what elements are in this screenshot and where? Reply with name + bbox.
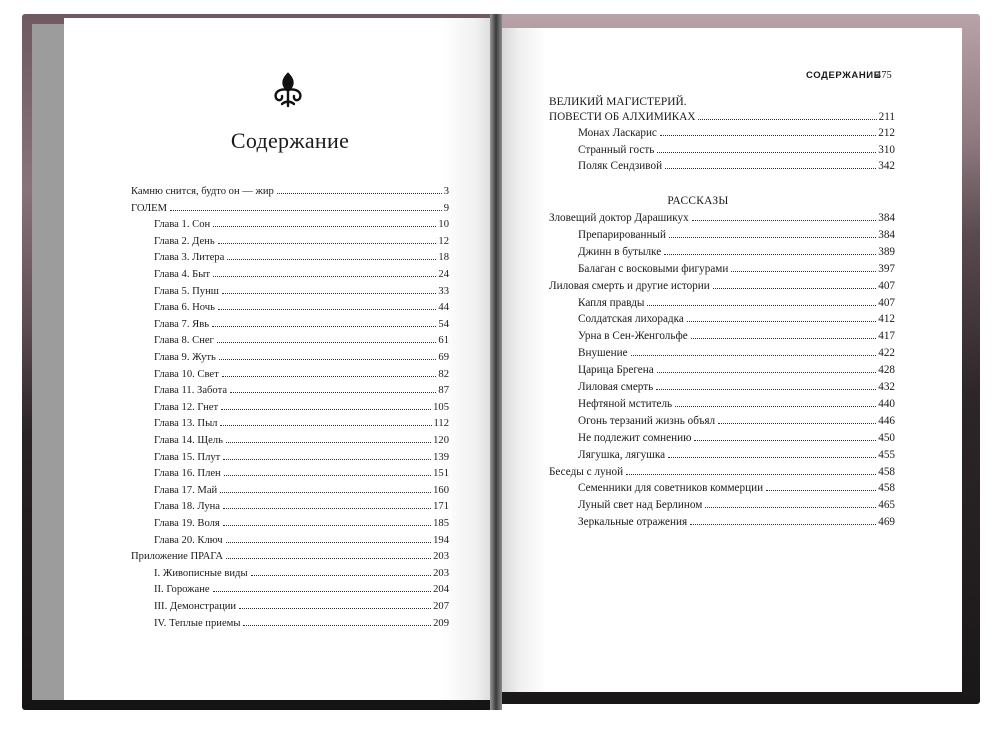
toc-entry (578, 363, 895, 378)
book-gutter (490, 14, 502, 710)
leader-dots (692, 220, 876, 221)
toc-entry-label: Беседы с луной (549, 465, 624, 478)
toc-entry-page: 384 (878, 228, 895, 241)
leader-dots (222, 293, 437, 294)
toc-entry-label: Глава 13. Пыл (154, 418, 218, 430)
toc-entry (154, 401, 449, 415)
toc-entry-label: Глава 3. Литера (154, 252, 225, 264)
toc-entry-label: IV. Теплые приемы (154, 617, 241, 629)
toc-entry (549, 465, 895, 480)
toc-entry-label: Зеркальные отражения (578, 516, 688, 529)
toc-entry-page: 407 (878, 296, 895, 309)
toc-entry-label: Огонь терзаний жизнь объял (578, 414, 716, 427)
leader-dots (665, 168, 876, 169)
toc-entry-page: 310 (878, 143, 895, 156)
toc-entry-label: Внушение (578, 347, 628, 360)
leader-dots (218, 309, 436, 310)
toc-entry-page: 209 (433, 617, 449, 629)
leader-dots (718, 423, 876, 424)
toc-entry-label: Препарированный (578, 228, 666, 241)
toc-entry-label: ПОВЕСТИ ОБ АЛХИМИКАХ (549, 111, 696, 123)
toc-entry (578, 312, 895, 327)
toc-entry-page: 417 (878, 330, 895, 343)
toc-entry-label: Лиловая смерть (578, 381, 654, 393)
toc-entry (549, 279, 895, 294)
leader-dots (668, 457, 876, 458)
toc-entry-label: Луный свет над Берлином (578, 499, 703, 512)
toc-entry-page: 185 (433, 518, 449, 529)
leader-dots (213, 276, 436, 277)
leader-dots (239, 608, 431, 609)
toc-entry-page: 455 (878, 448, 895, 461)
toc-entry (154, 534, 449, 548)
leader-dots (223, 459, 431, 460)
toc-entry-label: Глава 17. Май (154, 484, 218, 496)
section-heading: РАССКАЗЫ (667, 195, 729, 207)
toc-entry (154, 368, 449, 382)
toc-entry-page: 440 (878, 397, 895, 410)
toc-entry (154, 500, 449, 514)
toc-entry-label: Лиловая смерть и другие истории (549, 279, 710, 292)
toc-entry-label: Поляк Сендзивой (578, 160, 663, 173)
toc-entry-page: 33 (438, 285, 449, 297)
toc-entry (578, 397, 895, 412)
toc-entry (578, 498, 895, 513)
leader-dots (226, 442, 431, 443)
toc-entry-page: 69 (438, 352, 449, 363)
toc-entry-label: Глава 18. Луна (154, 501, 221, 513)
leader-dots (664, 254, 876, 255)
toc-entry-label: Монах Ласкарис (578, 127, 657, 139)
toc-entry-page: 432 (878, 381, 895, 393)
toc-entry (154, 251, 449, 265)
toc-entry (578, 126, 895, 141)
toc-entry-label: Глава 16. Плен (154, 468, 221, 480)
toc-entry-page: 465 (878, 499, 895, 512)
toc-entry (578, 159, 895, 174)
toc-entry (154, 583, 449, 597)
toc-entry-page: 397 (878, 262, 895, 275)
toc-entry-label: Приложение ПРАГА (131, 551, 223, 563)
toc-entry-page: 139 (433, 451, 449, 463)
toc-entry (578, 296, 895, 311)
leader-dots (669, 237, 876, 238)
leader-dots (731, 271, 876, 272)
toc-entry-heading: ВЕЛИКИЙ МАГИСТЕРИЙ. (549, 96, 687, 108)
toc-entry-label: Глава 12. Гнет (154, 401, 219, 413)
toc-entry-label: Семенники для советников коммерции (578, 482, 764, 495)
toc-entry (154, 417, 449, 431)
toc-entry-label: ГОЛЕМ (131, 202, 168, 214)
toc-entry (578, 448, 895, 463)
toc-entry-label: Глава 11. Забота (154, 385, 228, 397)
toc-entry (154, 517, 449, 531)
toc-entry-label: Капля правды (578, 296, 645, 309)
toc-entry-page: 203 (433, 551, 449, 563)
toc-entry-page: 171 (433, 501, 449, 513)
toc-entry-label: Глава 4. Быт (154, 269, 210, 280)
toc-entry-label: Глава 7. Явь (154, 318, 210, 330)
toc-entry-label: III. Демонстрации (154, 601, 237, 612)
toc-entry-label: Урна в Сен-Женгольфе (578, 330, 688, 343)
toc-entry-page: 18 (438, 252, 449, 264)
leader-dots (657, 372, 877, 373)
toc-entry (578, 262, 895, 277)
toc-entry (154, 451, 449, 465)
toc-entry-page: 112 (433, 418, 449, 430)
toc-entry-page: 105 (433, 401, 449, 413)
toc-entry-page: 389 (878, 245, 895, 258)
leader-dots (220, 425, 431, 426)
toc-entry (578, 431, 895, 446)
toc-entry-page: 212 (878, 127, 895, 139)
leader-dots (223, 525, 431, 526)
toc-entry (578, 143, 895, 158)
leader-dots (243, 625, 431, 626)
toc-entry-page: 446 (878, 414, 895, 427)
toc-entry-page: 428 (878, 364, 895, 377)
toc-entry-page: 61 (438, 335, 449, 347)
toc-entry (549, 110, 895, 125)
leader-dots (170, 210, 442, 211)
toc-entry-page: 87 (438, 385, 449, 397)
toc-entry (154, 285, 449, 299)
toc-entry (578, 228, 895, 243)
leader-dots (217, 342, 437, 343)
leader-dots (766, 490, 876, 491)
toc-entry (578, 329, 895, 344)
toc-entry-label: Глава 10. Свет (154, 368, 219, 380)
toc-entry-label: Глава 20. Ключ (154, 534, 223, 546)
toc-entry-page: 384 (878, 212, 895, 224)
toc-entry-page: 151 (433, 468, 449, 480)
leader-dots (226, 558, 431, 559)
toc-entry (578, 515, 895, 530)
toc-entry (154, 268, 449, 282)
toc-entry (154, 351, 449, 365)
toc-entry (154, 318, 449, 332)
toc-entry-page: 44 (438, 302, 449, 314)
page-number: 475 (876, 70, 892, 81)
toc-entry-label: Солдатская лихорадка (578, 313, 684, 326)
leader-dots (219, 359, 437, 360)
toc-entry-page: 82 (438, 368, 449, 380)
toc-entry (154, 218, 449, 232)
toc-entry (578, 346, 895, 361)
toc-entry (154, 484, 449, 498)
leader-dots (224, 475, 431, 476)
toc-entry-page: 194 (433, 534, 449, 546)
toc-entry-label: Глава 15. Плут (154, 451, 221, 463)
leader-dots (213, 591, 432, 592)
toc-entry-label: Зловещий доктор Дарашикух (549, 212, 689, 224)
toc-entry-page: 204 (433, 584, 449, 596)
toc-entry-label: Глава 8. Снег (154, 335, 214, 347)
toc-entry (549, 211, 895, 226)
toc-entry-label: Балаган с восковыми фигурами (578, 262, 729, 275)
leader-dots (656, 389, 876, 390)
toc-entry-label: Лягушка, лягушка (578, 448, 666, 461)
toc-entry-label: Джинн в бутылке (578, 245, 662, 258)
leader-dots (675, 406, 876, 407)
toc-entry-page: 469 (878, 516, 895, 529)
leader-dots (698, 119, 876, 120)
toc-entry (131, 185, 449, 199)
toc-entry-label: I. Живописные виды (154, 567, 248, 579)
toc-entry-page: 458 (878, 465, 895, 478)
leader-dots (705, 507, 876, 508)
toc-entry-label: Странный гость (578, 143, 655, 156)
leader-dots (213, 226, 436, 227)
toc-entry (154, 235, 449, 249)
leader-dots (230, 392, 436, 393)
toc-entry-page: 422 (878, 347, 895, 360)
toc-entry (154, 434, 449, 448)
toc-entry-label: Глава 1. Сон (154, 219, 211, 231)
toc-entry (578, 380, 895, 395)
toc-entry-label: Глава 2. День (154, 235, 215, 247)
leader-dots (218, 243, 437, 244)
toc-entry-label: Нефтяной мститель (578, 397, 673, 410)
toc-entry (154, 600, 449, 614)
toc-entry-page: 160 (433, 484, 449, 496)
leader-dots (694, 440, 876, 441)
toc-entry-page: 12 (438, 235, 449, 247)
toc-entry (154, 334, 449, 348)
toc-entry (154, 384, 449, 398)
leader-dots (277, 193, 442, 194)
toc-entry-page: 9 (443, 202, 449, 214)
leader-dots (647, 305, 876, 306)
toc-entry-label: II. Горожане (154, 584, 210, 596)
toc-entry-label: Глава 9. Жуть (154, 352, 216, 363)
running-header: СОДЕРЖАНИЕ (806, 70, 881, 81)
toc-entry (131, 550, 449, 564)
leader-dots (251, 575, 432, 576)
toc-entry-label: Не подлежит сомнению (578, 431, 692, 444)
toc-entry-page: 120 (433, 435, 449, 446)
toc-entry (154, 567, 449, 581)
toc-entry (154, 617, 449, 631)
toc-entry-page: 24 (438, 269, 449, 280)
toc-entry-page: 10 (438, 219, 449, 231)
leader-dots (660, 135, 876, 136)
leader-dots (713, 288, 876, 289)
toc-entry-label: Камню снится, будто он — жир (131, 186, 274, 197)
toc-entry-page: 342 (878, 160, 895, 173)
leader-dots (222, 376, 437, 377)
toc-entry-page: 207 (433, 601, 449, 612)
toc-entry-label: Глава 19. Воля (154, 518, 220, 529)
toc-entry (154, 301, 449, 315)
toc-entry-label: Глава 5. Пунш (154, 285, 219, 297)
toc-entry-page: 412 (878, 313, 895, 326)
toc-entry-label: Глава 6. Ночь (154, 302, 215, 314)
leader-dots (227, 259, 436, 260)
leader-dots (631, 355, 877, 356)
toc-entry-label: Глава 14. Щель (154, 435, 223, 446)
toc-entry (578, 481, 895, 496)
toc-entry-page: 211 (878, 111, 895, 123)
toc-entry-page: 458 (878, 482, 895, 495)
leader-dots (687, 321, 876, 322)
leader-dots (690, 524, 876, 525)
leader-dots (626, 474, 876, 475)
leader-dots (212, 326, 436, 327)
leader-dots (226, 542, 431, 543)
toc-entry (578, 414, 895, 429)
toc-entry-page: 407 (878, 279, 895, 292)
toc-entry-page: 203 (433, 567, 449, 579)
page-title: Содержание (230, 128, 350, 153)
leader-dots (657, 152, 876, 153)
leader-dots (223, 508, 431, 509)
fleuron-ornament-icon (268, 70, 308, 110)
toc-entry-label: Царица Брегена (578, 364, 654, 377)
toc-entry-page: 3 (443, 186, 449, 197)
toc-entry (131, 202, 449, 216)
toc-entry-page: 54 (438, 318, 449, 330)
leader-dots (221, 409, 431, 410)
leader-dots (691, 338, 877, 339)
toc-entry-page: 450 (878, 431, 895, 444)
leader-dots (220, 492, 431, 493)
toc-entry (578, 245, 895, 260)
toc-entry (154, 467, 449, 481)
